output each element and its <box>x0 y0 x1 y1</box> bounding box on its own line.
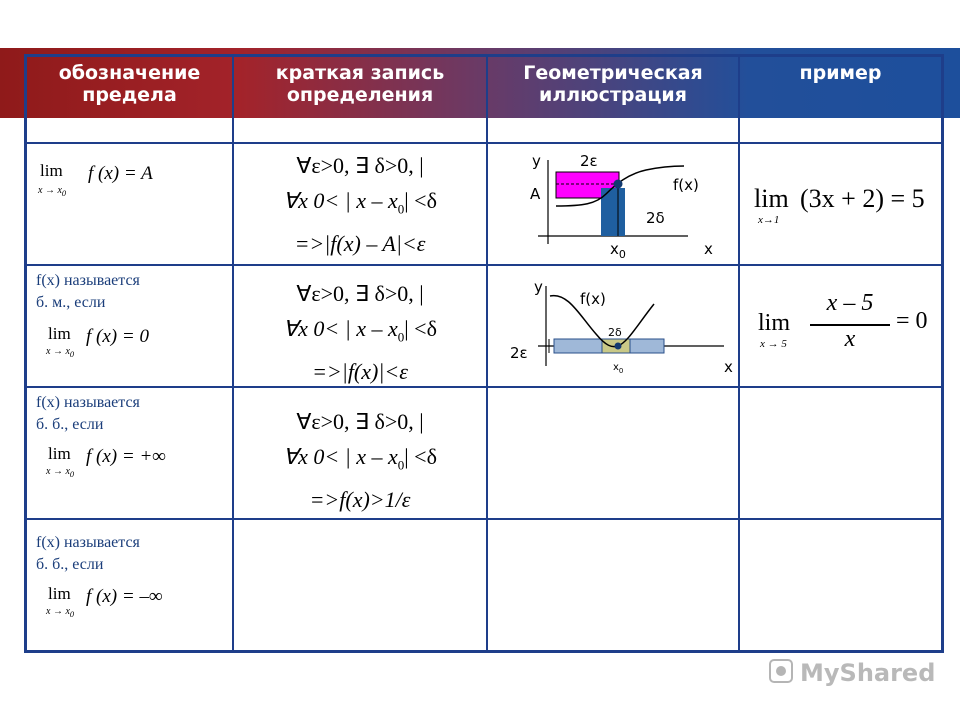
definition-line-2 <box>234 311 486 354</box>
delta-label: 2δ <box>608 326 622 339</box>
fx-label: f(x) <box>580 290 606 308</box>
definition-line-2-b: | <δ <box>404 316 437 341</box>
x0-label <box>610 240 626 261</box>
limit-graph-2 <box>488 266 738 386</box>
x-axis-label: x <box>724 358 733 376</box>
y-axis-label: y <box>534 278 543 296</box>
example-expression: (3x + 2) = 5 <box>800 184 925 213</box>
row4-label <box>36 532 228 576</box>
row4-limit-notation <box>44 582 229 622</box>
definition-line-1: ∀ε>0, ∃ δ>0, | <box>296 409 424 434</box>
lim-subscript-index: 0 <box>69 610 75 619</box>
myshared-logo-image <box>766 654 936 690</box>
lim-symbol: lim <box>48 444 71 463</box>
myshared-logo <box>766 654 936 690</box>
definition-line-2 <box>234 183 486 226</box>
lim-subscript <box>46 606 74 619</box>
definition-line-2-a: ∀x 0< | x – x <box>283 316 398 341</box>
lim-subscript <box>46 466 74 479</box>
row-divider-4 <box>24 518 944 520</box>
example-lim: lim <box>758 310 791 336</box>
lim-subscript-text: x → x <box>38 185 62 196</box>
row3-label-line-2: б. б., если <box>36 416 104 433</box>
definition-line-2-a: ∀x 0< | x – x <box>283 444 398 469</box>
fx-label: f(x) <box>673 176 699 194</box>
limit-expression: f (x) = A <box>88 163 153 184</box>
row1-example <box>750 180 940 230</box>
definition-line-1: ∀ε>0, ∃ δ>0, | <box>296 281 424 306</box>
definition-line-3: =>f(x)>1/ε <box>309 487 411 513</box>
limit-point <box>615 343 622 350</box>
lim-symbol: lim <box>48 584 71 603</box>
x0-label-sub: 0 <box>618 367 624 375</box>
definition-line-3: =>|f(x) – A|<ε <box>294 231 426 257</box>
logo-text: MyShared <box>800 659 936 687</box>
row2-definition <box>234 276 486 389</box>
definition-line-2-sub: 0 <box>397 201 405 217</box>
row2-label-line-2: б. м., если <box>36 294 106 311</box>
definition-line-2-b: | <δ <box>404 188 437 213</box>
lim-subscript-index: 0 <box>69 470 75 479</box>
header-geometric-illustration: Геометрическая иллюстрация <box>523 62 703 106</box>
x0-label-text: x <box>613 362 619 373</box>
definition-line-2-b: | <δ <box>404 444 437 469</box>
row1-illustration <box>488 144 738 264</box>
epsilon-label: 2ε <box>580 152 598 170</box>
limit-expression: f (x) = 0 <box>86 326 149 347</box>
row4-label-line-1: f(x) называется <box>36 534 140 551</box>
lim-subscript <box>38 185 66 198</box>
lim-subscript-text: x → x <box>46 346 70 357</box>
row2-label <box>36 270 228 314</box>
limit-expression: f (x) = –∞ <box>86 586 163 607</box>
epsilon-label: 2ε <box>510 344 528 362</box>
lim-subscript-text: x → x <box>46 466 70 477</box>
example-lim-subscript: x → 5 <box>760 338 787 350</box>
definition-line-2-a: ∀x 0< | x – x <box>283 188 398 213</box>
example-denominator: x <box>844 326 856 352</box>
row3-label <box>36 392 228 436</box>
definition-line-2-sub: 0 <box>397 457 405 473</box>
header-example: пример <box>799 62 882 84</box>
lim-subscript <box>46 346 74 359</box>
row2-limit-notation <box>44 322 229 362</box>
x0-label <box>613 362 623 375</box>
y-axis-label: y <box>532 152 541 170</box>
row3-label-line-1: f(x) называется <box>36 394 140 411</box>
row2-illustration <box>488 266 738 386</box>
lim-subscript-index: 0 <box>69 350 75 359</box>
row1-definition <box>234 148 486 261</box>
lim-symbol: lim <box>40 161 63 180</box>
row4-label-line-2: б. б., если <box>36 556 104 573</box>
limit-expression: f (x) = +∞ <box>86 446 166 467</box>
row1-limit-notation <box>36 157 226 207</box>
limit-graph-1 <box>488 144 738 264</box>
a-label: A <box>530 185 541 203</box>
x0-label-sub: 0 <box>618 248 626 261</box>
table-border-bottom <box>24 650 944 653</box>
x0-label-text: x <box>610 240 619 258</box>
definition-line-3: =>|f(x)|<ε <box>312 359 408 385</box>
row-divider-2 <box>24 264 944 266</box>
example-lim: lim <box>754 184 789 213</box>
row3-definition <box>234 404 486 517</box>
header-limit-notation: обозначение предела <box>58 62 201 106</box>
limit-point <box>614 180 623 189</box>
table-border-top <box>24 54 944 57</box>
definition-line-2 <box>234 439 486 482</box>
example-numerator: x – 5 <box>826 290 874 316</box>
row2-example <box>752 290 938 360</box>
x-axis-label: x <box>704 240 713 258</box>
example-rhs: = 0 <box>896 308 928 334</box>
definition-line-1: ∀ε>0, ∃ δ>0, | <box>296 153 424 178</box>
lim-symbol: lim <box>48 324 71 343</box>
row-divider-1 <box>24 142 944 144</box>
lim-subscript-text: x → x <box>46 606 70 617</box>
example-lim-subscript: x→1 <box>758 214 780 226</box>
logo-dot <box>776 666 786 676</box>
header-short-definition: краткая запись определения <box>275 62 445 106</box>
delta-label: 2δ <box>646 209 665 227</box>
row3-limit-notation <box>44 442 229 482</box>
row2-label-line-1: f(x) называется <box>36 272 140 289</box>
definition-line-2-sub: 0 <box>397 329 405 345</box>
lim-subscript-index: 0 <box>61 189 67 198</box>
